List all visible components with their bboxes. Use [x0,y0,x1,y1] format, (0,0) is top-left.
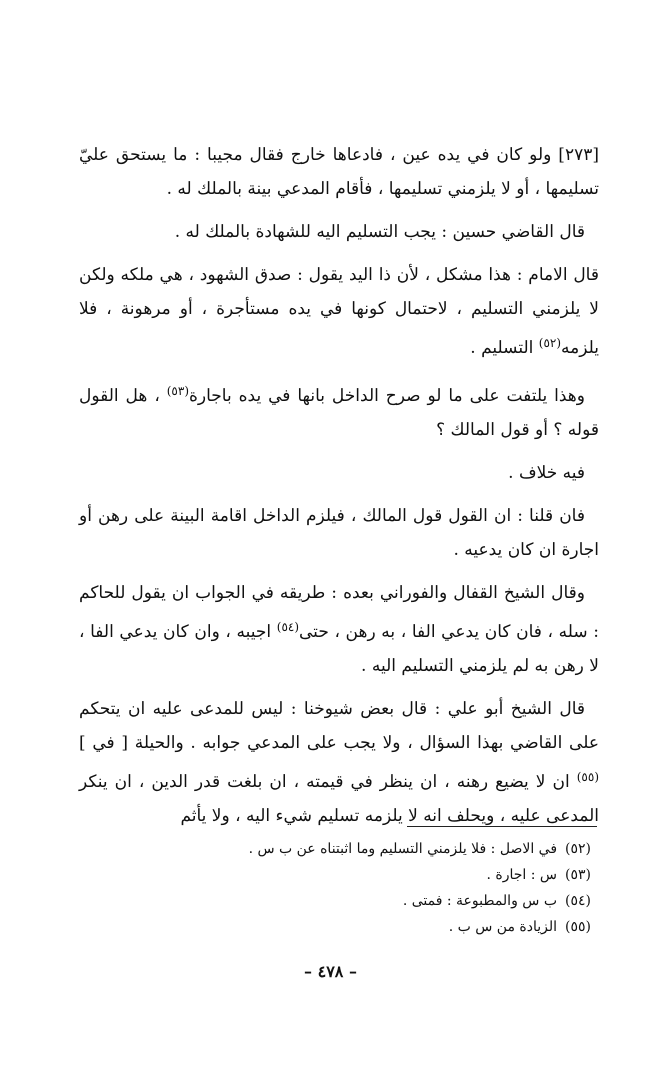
paragraph-qaffal [79,576,599,683]
footnote-text: في الاصل : فلا يلزمني التسليم وما اثبتناه عن ب س . [248,841,558,857]
paragraph-text: وقال الشيخ القفال والفوراني بعده : طريقه في الجواب ان يقول للحاكم : سله ، فان كان يدعي الفا ، به رهن ، حتى [79,583,599,642]
footnote-item [71,862,591,888]
paragraph-text: فان قلنا : ان القول قول المالك ، فيلزم الداخل اقامة البينة على رهن أو اجارة ان كان يدعيه . [79,506,599,560]
paragraph-qawl-malik [79,499,599,567]
paragraph-text: وهذا يلتفت على ما لو صرح الداخل بانها في يده باجارة [189,386,585,406]
footnote-item [71,888,591,914]
footnote-text: س : اجارة . [486,867,558,883]
footnote-divider [407,826,597,827]
main-text [79,138,599,842]
paragraph-text: قال الشيخ أبو علي : قال بعض شيوخنا : ليس للمدعى عليه ان يتحكم على القاضي بهذا السؤال ، ولا يجب على المدعي جوابه . والحيلة [ في ] [79,699,599,753]
paragraph-dakhil [79,374,599,447]
footnote-text: ب س والمطبوعة : فمتى . [402,893,558,909]
paragraph-text: قال الامام : هذا مشكل ، لأن ذا اليد يقول : صدق الشهود ، هي ملكه ولكن لا يلزمني التسليم ، لاحتمال كونها في يده مستأجرة ، أو مرهونة ، فلا يلزمه [79,265,599,358]
paragraph-text: اجيبه ، وان كان يدعي الفا ، لا رهن به لم يلزمني التسليم اليه . [79,622,599,676]
footnote-number: (٥٤) [565,893,591,909]
footnote-ref[interactable]: (٥٢) [538,336,562,350]
footnote-number: (٥٢) [565,841,591,857]
paragraph-abu-ali [79,692,599,833]
paragraph-text: ان لا يضيع رهنه ، ان ينظر في قيمته ، ان بلغت قدر الدين ، ان ينكر المدعى عليه ، ويحلف انه لا يلزمه تسليم شيء اليه ، ولا يأثم [79,772,599,826]
paragraph-khilaf [79,456,599,490]
footnote-number: (٥٣) [565,867,591,883]
paragraph-qadi-husayn [79,215,599,249]
paragraph-text: ، هل القول قوله ؟ أو قول المالك ؟ [79,386,599,440]
paragraph-text: التسليم . [470,338,539,358]
footnote-item [71,914,591,940]
footnote-number: (٥٥) [565,919,591,935]
footnote-ref[interactable]: (٥٣) [166,384,189,398]
paragraph-text: قال القاضي حسين : يجب التسليم اليه للشهادة بالملك له . [174,222,585,242]
footnote-ref[interactable]: (٥٥) [576,770,599,784]
footnote-item [71,836,591,862]
footnote-ref[interactable]: (٥٤) [276,620,300,634]
paragraph-273 [79,138,599,206]
paragraph-imam [79,258,599,365]
paragraph-text: فيه خلاف . [508,463,585,483]
footnote-text: الزيادة من س ب . [448,919,558,935]
page-number: – ٤٧٨ – [304,962,357,981]
paragraph-text: [٢٧٣] ولو كان في يده عين ، فادعاها خارج فقال مجيبا : ما يستحق عليّ تسليمها ، أو لا يلزمني تسليمها ، فأقام المدعي بينة بالملك له . [79,145,599,199]
footnotes [71,836,591,940]
